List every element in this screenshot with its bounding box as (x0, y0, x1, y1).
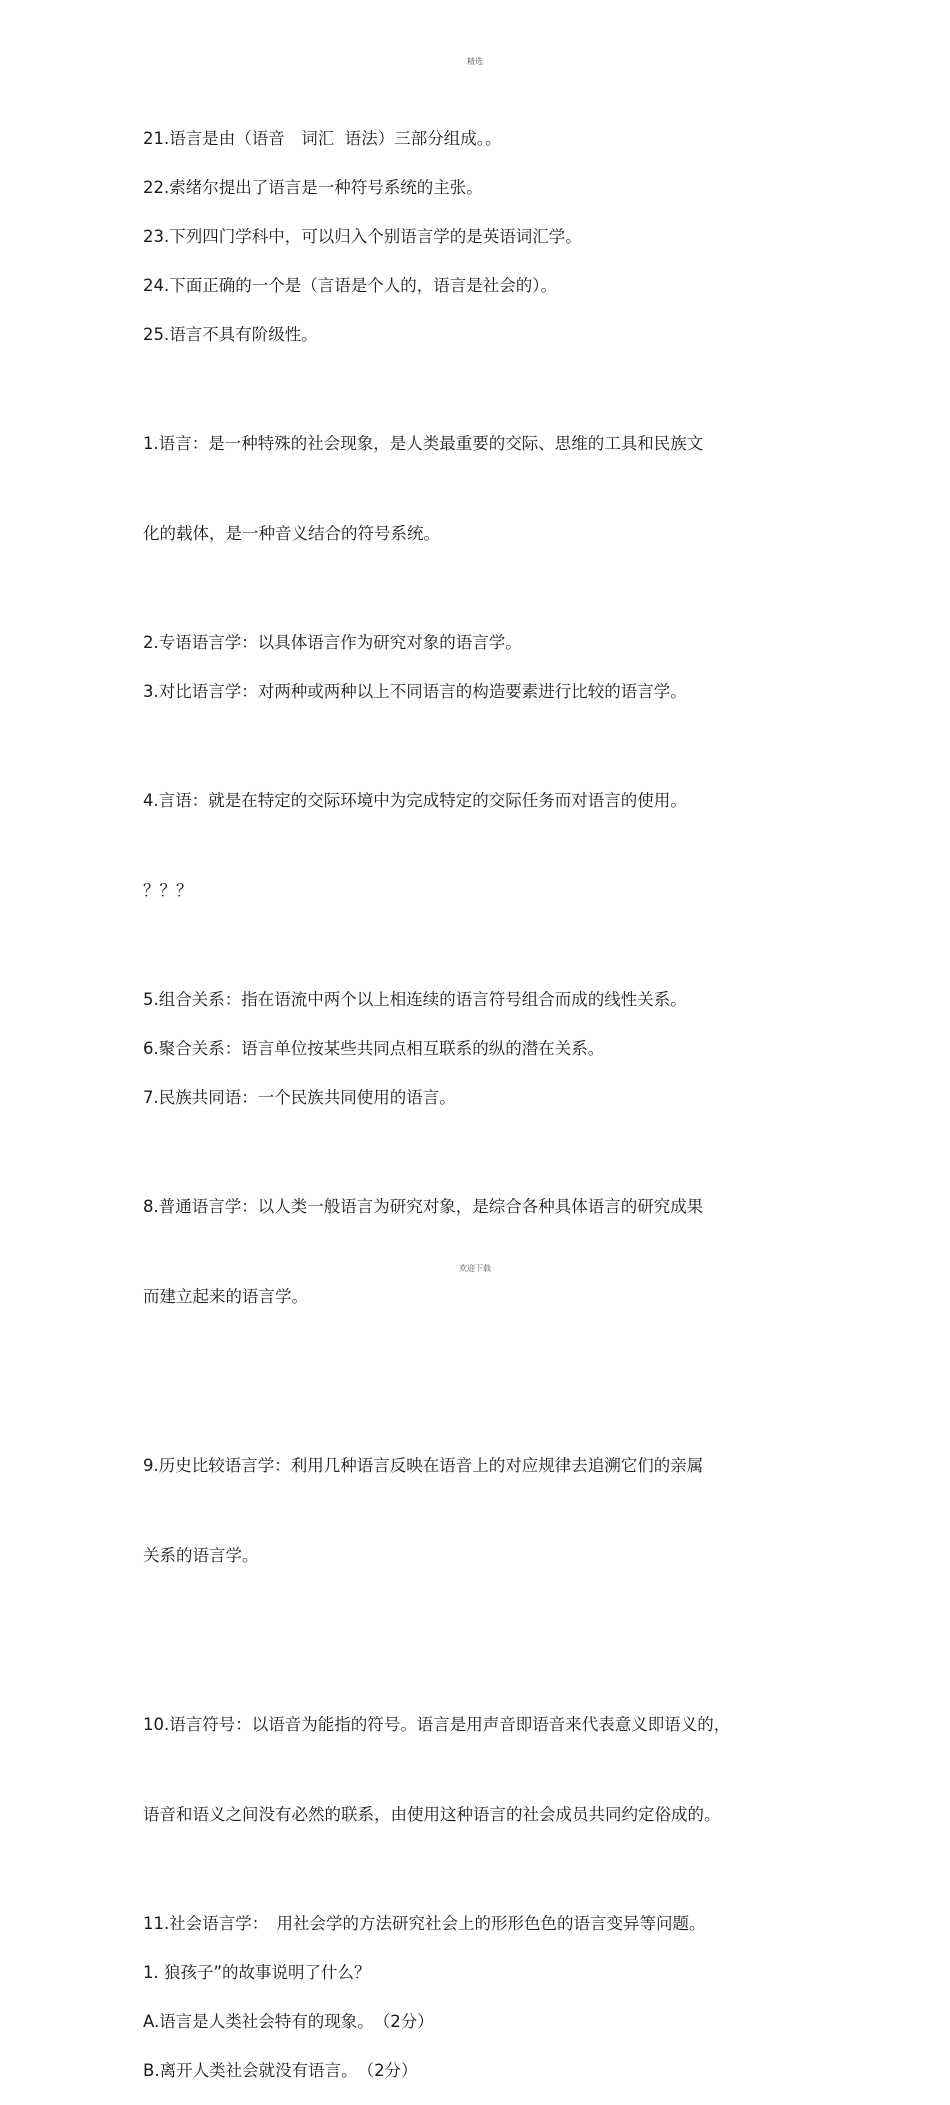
paragraph (143, 985, 783, 1015)
text-line: 11.社会语言学： 用社会学的方法研究社会上的形形色色的语言变异等问题。 (143, 1914, 706, 1933)
paragraph (143, 1034, 783, 1064)
text-line: 2.专语语言学：以具体语言作为研究对象的语言学。 (143, 633, 522, 652)
text-line: 24.下面正确的一个是（言语是个人的，语言是社会的）。 (143, 276, 557, 295)
text-line: 1.语言：是一种特殊的社会现象，是人类最重要的交际、思维的工具和民族文 (143, 434, 704, 453)
text-line: 化的载体，是一种音义结合的符号系统。 (143, 524, 440, 543)
text-line: 3.对比语言学：对两种或两种以上不同语言的构造要素进行比较的语言学。 (143, 682, 687, 701)
text-line: 25.语言不具有阶级性。 (143, 325, 318, 344)
text-line: A.语言是人类社会特有的现象。 （2分） (143, 2012, 434, 2031)
paragraph (143, 1958, 783, 1988)
paragraph (143, 628, 783, 658)
text-line: 4.言语：就是在特定的交际环境中为完成特定的交际任务而对语言的使用。 (143, 791, 687, 810)
paragraph (143, 677, 783, 707)
paragraph (143, 2056, 783, 2086)
paragraph (143, 124, 783, 154)
paragraph (143, 1391, 783, 1631)
text-line: 7.民族共同语：一个民族共同使用的语言。 (143, 1088, 456, 1107)
text-line: 而建立起来的语言学。 (143, 1287, 308, 1306)
text-line: 6.聚合关系：语言单位按某些共同点相互联系的纵的潜在关系。 (143, 1039, 605, 1058)
paragraph (143, 1132, 783, 1372)
paragraph (143, 222, 783, 252)
document-body (143, 124, 783, 2105)
paragraph (143, 320, 783, 350)
text-line: 语音和语义之间没有必然的联系，由使用这种语言的社会成员共同约定俗成的。 (143, 1805, 721, 1824)
text-line: B.离开人类社会就没有语言。 （2分） (143, 2061, 418, 2080)
text-line: 22.索绪尔提出了语言是一种符号系统的主张。 (143, 178, 483, 197)
text-line: 10.语言符号：以语音为能指的符号。语言是用声音即语音来代表意义即语义的， (143, 1715, 731, 1734)
text-line: 9.历史比较语言学：利用几种语言反映在语音上的对应规律去追溯它们的亲属 (143, 1456, 704, 1475)
text-line: 1. 狼孩子”的故事说明了什么？ (143, 1963, 371, 1982)
paragraph (143, 1083, 783, 1113)
paragraph (143, 1650, 783, 1890)
text-line: 21.语言是由（语音 词汇 语法）三部分组成。。 (143, 129, 502, 148)
paragraph (143, 173, 783, 203)
text-line: ？？？ (143, 881, 193, 900)
paragraph (143, 271, 783, 301)
paragraph (143, 369, 783, 609)
text-line: 8.普通语言学：以人类一般语言为研究对象，是综合各种具体语言的研究成果 (143, 1197, 704, 1216)
footer-watermark: 欢迎下载 (459, 1264, 491, 1273)
paragraph (143, 726, 783, 966)
text-line: 23.下列四门学科中，可以归入个别语言学的是英语词汇学。 (143, 227, 582, 246)
paragraph (143, 2007, 783, 2037)
header-watermark: 精选 (467, 57, 483, 66)
paragraph (143, 1909, 783, 1939)
text-line: 关系的语言学。 (143, 1546, 259, 1565)
text-line: 5.组合关系：指在语流中两个以上相连续的语言符号组合而成的线性关系。 (143, 990, 687, 1009)
